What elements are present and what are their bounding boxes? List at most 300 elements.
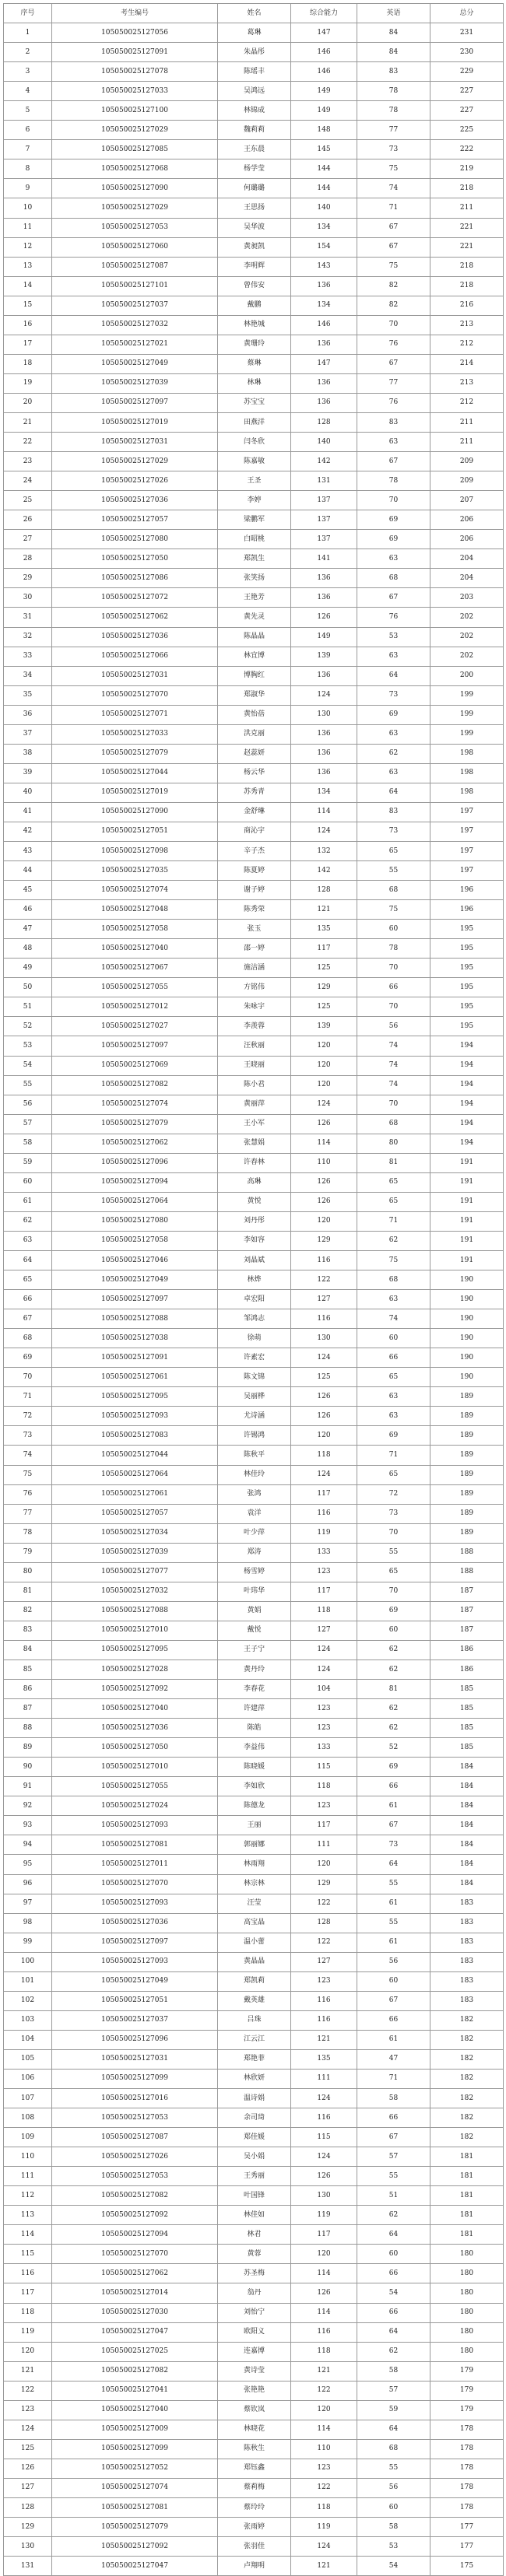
cell-english: 55 xyxy=(357,1543,430,1562)
cell-serial: 50 xyxy=(4,978,52,997)
cell-name: 郑钰鑫 xyxy=(218,2459,291,2478)
cell-comprehensive: 117 xyxy=(291,1484,357,1504)
cell-total: 185 xyxy=(430,1719,504,1738)
cell-name: 陈小君 xyxy=(218,1075,291,1095)
cell-english: 65 xyxy=(357,1192,430,1211)
cell-total: 188 xyxy=(430,1543,504,1562)
cell-serial: 65 xyxy=(4,1270,52,1290)
cell-total: 204 xyxy=(430,569,504,588)
cell-total: 199 xyxy=(430,705,504,724)
cell-serial: 53 xyxy=(4,1036,52,1056)
cell-english: 69 xyxy=(357,530,430,549)
cell-serial: 121 xyxy=(4,2361,52,2381)
cell-english: 56 xyxy=(357,1952,430,1971)
cell-candidate-id: 105050025127087 xyxy=(52,257,218,276)
cell-english: 70 xyxy=(357,1582,430,1601)
cell-english: 62 xyxy=(357,744,430,763)
cell-english: 55 xyxy=(357,1913,430,1933)
cell-serial: 66 xyxy=(4,1290,52,1309)
cell-candidate-id: 105050025127067 xyxy=(52,959,218,978)
cell-serial: 91 xyxy=(4,1777,52,1796)
table-row xyxy=(4,627,504,647)
cell-candidate-id: 105050025127074 xyxy=(52,1095,218,1114)
cell-serial: 87 xyxy=(4,1699,52,1719)
cell-comprehensive: 125 xyxy=(291,1368,357,1387)
cell-candidate-id: 105050025127037 xyxy=(52,296,218,315)
cell-serial: 35 xyxy=(4,685,52,705)
cell-name: 王圣 xyxy=(218,471,291,491)
cell-serial: 25 xyxy=(4,491,52,510)
cell-serial: 47 xyxy=(4,920,52,939)
table-row xyxy=(4,2518,504,2537)
cell-total: 183 xyxy=(430,1913,504,1933)
cell-comprehensive: 133 xyxy=(291,1543,357,1562)
cell-candidate-id: 105050025127071 xyxy=(52,705,218,724)
cell-candidate-id: 105050025127038 xyxy=(52,1329,218,1348)
cell-english: 67 xyxy=(357,2128,430,2147)
table-row xyxy=(4,920,504,939)
cell-candidate-id: 105050025127011 xyxy=(52,1855,218,1874)
cell-candidate-id: 105050025127092 xyxy=(52,2537,218,2557)
cell-english: 63 xyxy=(357,433,430,452)
cell-total: 190 xyxy=(430,1368,504,1387)
cell-name: 林宗林 xyxy=(218,1874,291,1894)
cell-english: 66 xyxy=(357,978,430,997)
cell-candidate-id: 105050025127033 xyxy=(52,82,218,101)
cell-serial: 84 xyxy=(4,1640,52,1660)
cell-serial: 27 xyxy=(4,530,52,549)
cell-total: 209 xyxy=(430,452,504,471)
cell-name: 林艳城 xyxy=(218,315,291,335)
cell-name: 李益伟 xyxy=(218,1738,291,1758)
cell-english: 51 xyxy=(357,2186,430,2206)
cell-comprehensive: 141 xyxy=(291,549,357,569)
cell-candidate-id: 105050025127057 xyxy=(52,510,218,530)
cell-serial: 95 xyxy=(4,1855,52,1874)
table-row xyxy=(4,1933,504,1952)
cell-english: 54 xyxy=(357,2557,430,2576)
cell-comprehensive: 136 xyxy=(291,569,357,588)
table-row xyxy=(4,1971,504,1991)
cell-name: 张慧娟 xyxy=(218,1134,291,1153)
cell-candidate-id: 105050025127080 xyxy=(52,530,218,549)
table-row xyxy=(4,1523,504,1543)
cell-english: 59 xyxy=(357,2400,430,2420)
cell-total: 221 xyxy=(430,218,504,237)
cell-total: 185 xyxy=(430,1680,504,1699)
cell-candidate-id: 105050025127040 xyxy=(52,2400,218,2420)
score-sheet xyxy=(3,3,503,2576)
cell-comprehensive: 139 xyxy=(291,1017,357,1036)
cell-english: 71 xyxy=(357,1211,430,1231)
cell-total: 199 xyxy=(430,685,504,705)
cell-total: 190 xyxy=(430,1329,504,1348)
cell-english: 83 xyxy=(357,802,430,822)
cell-english: 62 xyxy=(357,2206,430,2225)
cell-name: 黄悦 xyxy=(218,1192,291,1211)
cell-serial: 39 xyxy=(4,763,52,783)
cell-serial: 12 xyxy=(4,237,52,257)
cell-name: 戴悦 xyxy=(218,1621,291,1640)
cell-comprehensive: 124 xyxy=(291,1660,357,1679)
table-row xyxy=(4,1309,504,1329)
table-row xyxy=(4,2245,504,2264)
table-row xyxy=(4,881,504,900)
cell-candidate-id: 105050025127099 xyxy=(52,2439,218,2459)
cell-english: 69 xyxy=(357,1758,430,1777)
cell-candidate-id: 105050025127021 xyxy=(52,335,218,354)
cell-candidate-id: 105050025127033 xyxy=(52,724,218,744)
cell-serial: 90 xyxy=(4,1758,52,1777)
cell-name: 余司琦 xyxy=(218,2108,291,2128)
cell-comprehensive: 124 xyxy=(291,2537,357,2557)
cell-english: 78 xyxy=(357,101,430,121)
cell-english: 77 xyxy=(357,373,430,393)
cell-english: 62 xyxy=(357,1640,430,1660)
cell-total: 191 xyxy=(430,1231,504,1250)
cell-comprehensive: 125 xyxy=(291,997,357,1017)
cell-name: 吴小娟 xyxy=(218,2147,291,2167)
cell-comprehensive: 120 xyxy=(291,1855,357,1874)
cell-name: 林锦成 xyxy=(218,101,291,121)
cell-total: 195 xyxy=(430,997,504,1017)
cell-english: 63 xyxy=(357,763,430,783)
cell-english: 62 xyxy=(357,2342,430,2361)
cell-comprehensive: 148 xyxy=(291,121,357,140)
cell-serial: 98 xyxy=(4,1913,52,1933)
cell-name: 汪莹 xyxy=(218,1894,291,1913)
cell-total: 182 xyxy=(430,2030,504,2049)
cell-name: 黄丹玲 xyxy=(218,1660,291,1679)
cell-candidate-id: 105050025127094 xyxy=(52,1172,218,1192)
cell-comprehensive: 122 xyxy=(291,1270,357,1290)
cell-english: 84 xyxy=(357,43,430,62)
cell-total: 195 xyxy=(430,920,504,939)
cell-serial: 72 xyxy=(4,1407,52,1426)
cell-english: 53 xyxy=(357,627,430,647)
cell-comprehensive: 120 xyxy=(291,2400,357,2420)
cell-total: 212 xyxy=(430,393,504,412)
cell-serial: 6 xyxy=(4,121,52,140)
cell-comprehensive: 126 xyxy=(291,2283,357,2303)
cell-serial: 20 xyxy=(4,393,52,412)
cell-comprehensive: 145 xyxy=(291,140,357,159)
cell-english: 75 xyxy=(357,900,430,920)
cell-serial: 94 xyxy=(4,1835,52,1855)
cell-english: 81 xyxy=(357,1680,430,1699)
cell-comprehensive: 110 xyxy=(291,1153,357,1172)
cell-total: 200 xyxy=(430,666,504,685)
table-row xyxy=(4,1426,504,1446)
cell-comprehensive: 142 xyxy=(291,452,357,471)
cell-candidate-id: 105050025127070 xyxy=(52,1874,218,1894)
cell-english: 63 xyxy=(357,647,430,666)
cell-english: 68 xyxy=(357,1114,430,1134)
cell-serial: 33 xyxy=(4,647,52,666)
table-row xyxy=(4,1251,504,1270)
cell-candidate-id: 105050025127094 xyxy=(52,2225,218,2245)
cell-name: 黄先灵 xyxy=(218,608,291,627)
cell-english: 74 xyxy=(357,1056,430,1075)
cell-comprehensive: 119 xyxy=(291,1523,357,1543)
cell-total: 219 xyxy=(430,159,504,179)
table-row xyxy=(4,2108,504,2128)
cell-total: 187 xyxy=(430,1621,504,1640)
cell-candidate-id: 105050025127024 xyxy=(52,1796,218,1816)
cell-english: 66 xyxy=(357,2108,430,2128)
cell-name: 陈晶晶 xyxy=(218,627,291,647)
cell-serial: 122 xyxy=(4,2381,52,2400)
cell-serial: 107 xyxy=(4,2089,52,2108)
table-row xyxy=(4,783,504,802)
cell-comprehensive: 111 xyxy=(291,2069,357,2088)
cell-comprehensive: 135 xyxy=(291,2049,357,2069)
table-row xyxy=(4,978,504,997)
cell-english: 56 xyxy=(357,2478,430,2497)
cell-candidate-id: 105050025127049 xyxy=(52,354,218,373)
cell-english: 83 xyxy=(357,412,430,432)
cell-serial: 56 xyxy=(4,1095,52,1114)
table-row xyxy=(4,373,504,393)
cell-total: 230 xyxy=(430,43,504,62)
cell-name: 黄诗莹 xyxy=(218,2361,291,2381)
cell-total: 206 xyxy=(430,530,504,549)
cell-name: 刘怡宁 xyxy=(218,2303,291,2322)
cell-serial: 126 xyxy=(4,2459,52,2478)
table-row xyxy=(4,121,504,140)
cell-comprehensive: 130 xyxy=(291,705,357,724)
cell-comprehensive: 130 xyxy=(291,2186,357,2206)
cell-comprehensive: 144 xyxy=(291,179,357,198)
cell-english: 63 xyxy=(357,1387,430,1407)
cell-candidate-id: 105050025127058 xyxy=(52,1231,218,1250)
cell-english: 62 xyxy=(357,1231,430,1250)
cell-candidate-id: 105050025127090 xyxy=(52,802,218,822)
cell-total: 189 xyxy=(430,1523,504,1543)
table-row xyxy=(4,666,504,685)
cell-candidate-id: 105050025127050 xyxy=(52,1738,218,1758)
cell-comprehensive: 129 xyxy=(291,1231,357,1250)
cell-comprehensive: 120 xyxy=(291,1426,357,1446)
cell-serial: 79 xyxy=(4,1543,52,1562)
cell-candidate-id: 105050025127077 xyxy=(52,1562,218,1582)
cell-total: 191 xyxy=(430,1172,504,1192)
cell-english: 76 xyxy=(357,393,430,412)
cell-name: 黄珊玲 xyxy=(218,335,291,354)
cell-english: 70 xyxy=(357,997,430,1017)
table-row xyxy=(4,1758,504,1777)
cell-serial: 17 xyxy=(4,335,52,354)
cell-english: 61 xyxy=(357,1894,430,1913)
cell-serial: 106 xyxy=(4,2069,52,2088)
cell-candidate-id: 105050025127095 xyxy=(52,1640,218,1660)
cell-english: 73 xyxy=(357,822,430,841)
table-row xyxy=(4,433,504,452)
cell-english: 68 xyxy=(357,2439,430,2459)
table-row xyxy=(4,1172,504,1192)
cell-serial: 74 xyxy=(4,1446,52,1465)
cell-comprehensive: 127 xyxy=(291,1952,357,1971)
cell-name: 黄娟 xyxy=(218,1601,291,1621)
cell-candidate-id: 105050025127036 xyxy=(52,491,218,510)
cell-serial: 82 xyxy=(4,1601,52,1621)
cell-candidate-id: 105050025127048 xyxy=(52,900,218,920)
cell-total: 218 xyxy=(430,179,504,198)
cell-name: 王东晨 xyxy=(218,140,291,159)
cell-comprehensive: 117 xyxy=(291,1816,357,1835)
cell-english: 67 xyxy=(357,237,430,257)
cell-total: 181 xyxy=(430,2147,504,2167)
cell-total: 195 xyxy=(430,939,504,959)
cell-english: 53 xyxy=(357,2537,430,2557)
cell-english: 56 xyxy=(357,1017,430,1036)
cell-total: 197 xyxy=(430,802,504,822)
table-row xyxy=(4,1504,504,1523)
cell-total: 178 xyxy=(430,2478,504,2497)
cell-name: 陈秋平 xyxy=(218,1446,291,1465)
cell-name: 博胸红 xyxy=(218,666,291,685)
cell-total: 197 xyxy=(430,842,504,861)
table-row xyxy=(4,2167,504,2186)
table-row xyxy=(4,23,504,43)
cell-name: 林佳如 xyxy=(218,2206,291,2225)
cell-total: 185 xyxy=(430,1738,504,1758)
cell-name: 蔡玲玲 xyxy=(218,2498,291,2518)
cell-total: 196 xyxy=(430,881,504,900)
cell-total: 227 xyxy=(430,82,504,101)
cell-english: 68 xyxy=(357,1270,430,1290)
cell-serial: 130 xyxy=(4,2537,52,2557)
cell-comprehensive: 123 xyxy=(291,1562,357,1582)
cell-candidate-id: 105050025127031 xyxy=(52,433,218,452)
cell-total: 184 xyxy=(430,1835,504,1855)
cell-english: 65 xyxy=(357,1562,430,1582)
cell-total: 175 xyxy=(430,2557,504,2576)
table-row xyxy=(4,861,504,881)
cell-candidate-id: 105050025127079 xyxy=(52,1114,218,1134)
cell-candidate-id: 105050025127064 xyxy=(52,1192,218,1211)
cell-total: 180 xyxy=(430,2342,504,2361)
cell-serial: 11 xyxy=(4,218,52,237)
cell-english: 54 xyxy=(357,2283,430,2303)
cell-name: 李如容 xyxy=(218,1231,291,1250)
table-row xyxy=(4,744,504,763)
cell-name: 张艳艳 xyxy=(218,2381,291,2400)
cell-candidate-id: 105050025127093 xyxy=(52,1894,218,1913)
cell-serial: 45 xyxy=(4,881,52,900)
table-row xyxy=(4,1835,504,1855)
cell-candidate-id: 105050025127093 xyxy=(52,1952,218,1971)
table-row xyxy=(4,1134,504,1153)
cell-comprehensive: 120 xyxy=(291,1056,357,1075)
table-row xyxy=(4,1465,504,1484)
cell-total: 216 xyxy=(430,296,504,315)
cell-name: 陈德龙 xyxy=(218,1796,291,1816)
cell-serial: 118 xyxy=(4,2303,52,2322)
cell-name: 邹鸿志 xyxy=(218,1309,291,1329)
cell-english: 60 xyxy=(357,2245,430,2264)
cell-candidate-id: 105050025127070 xyxy=(52,2245,218,2264)
table-row xyxy=(4,140,504,159)
cell-candidate-id: 105050025127096 xyxy=(52,1153,218,1172)
cell-total: 179 xyxy=(430,2400,504,2420)
cell-total: 183 xyxy=(430,1991,504,2010)
cell-serial: 70 xyxy=(4,1368,52,1387)
cell-total: 178 xyxy=(430,2459,504,2478)
cell-total: 183 xyxy=(430,1933,504,1952)
cell-candidate-id: 105050025127032 xyxy=(52,315,218,335)
cell-comprehensive: 129 xyxy=(291,1874,357,1894)
cell-candidate-id: 105050025127047 xyxy=(52,2557,218,2576)
cell-english: 67 xyxy=(357,1991,430,2010)
cell-name: 黄丽萍 xyxy=(218,1095,291,1114)
cell-comprehensive: 116 xyxy=(291,1991,357,2010)
table-row xyxy=(4,2264,504,2283)
cell-comprehensive: 116 xyxy=(291,2010,357,2030)
table-row xyxy=(4,2186,504,2206)
cell-total: 184 xyxy=(430,1816,504,1835)
table-row xyxy=(4,997,504,1017)
cell-comprehensive: 140 xyxy=(291,433,357,452)
table-row xyxy=(4,1036,504,1056)
cell-english: 66 xyxy=(357,2264,430,2283)
cell-total: 213 xyxy=(430,373,504,393)
cell-serial: 26 xyxy=(4,510,52,530)
table-row xyxy=(4,588,504,608)
cell-english: 66 xyxy=(357,2303,430,2322)
cell-total: 184 xyxy=(430,1758,504,1777)
cell-english: 66 xyxy=(357,1777,430,1796)
cell-english: 62 xyxy=(357,1699,430,1719)
cell-name: 邵一婷 xyxy=(218,939,291,959)
cell-serial: 23 xyxy=(4,452,52,471)
cell-serial: 131 xyxy=(4,2557,52,2576)
cell-comprehensive: 134 xyxy=(291,296,357,315)
cell-candidate-id: 105050025127056 xyxy=(52,23,218,43)
cell-candidate-id: 105050025127060 xyxy=(52,237,218,257)
cell-comprehensive: 124 xyxy=(291,1095,357,1114)
table-row xyxy=(4,2030,504,2049)
cell-candidate-id: 105050025127057 xyxy=(52,1504,218,1523)
cell-candidate-id: 105050025127061 xyxy=(52,1484,218,1504)
cell-serial: 86 xyxy=(4,1680,52,1699)
cell-comprehensive: 122 xyxy=(291,2381,357,2400)
cell-comprehensive: 118 xyxy=(291,2498,357,2518)
cell-candidate-id: 105050025127074 xyxy=(52,881,218,900)
table-row xyxy=(4,2381,504,2400)
cell-name: 魏莉莉 xyxy=(218,121,291,140)
cell-candidate-id: 105050025127093 xyxy=(52,1816,218,1835)
cell-candidate-id: 105050025127012 xyxy=(52,997,218,1017)
cell-total: 199 xyxy=(430,724,504,744)
cell-serial: 101 xyxy=(4,1971,52,1991)
cell-comprehensive: 114 xyxy=(291,2420,357,2439)
cell-serial: 103 xyxy=(4,2010,52,2030)
cell-comprehensive: 137 xyxy=(291,491,357,510)
cell-english: 66 xyxy=(357,2010,430,2030)
cell-comprehensive: 104 xyxy=(291,1680,357,1699)
cell-candidate-id: 105050025127032 xyxy=(52,1582,218,1601)
cell-comprehensive: 128 xyxy=(291,881,357,900)
cell-comprehensive: 154 xyxy=(291,237,357,257)
table-row xyxy=(4,101,504,121)
cell-name: 叶国锋 xyxy=(218,2186,291,2206)
cell-serial: 28 xyxy=(4,549,52,569)
cell-candidate-id: 105050025127040 xyxy=(52,939,218,959)
cell-candidate-id: 105050025127078 xyxy=(52,62,218,82)
cell-name: 吴华波 xyxy=(218,218,291,237)
cell-serial: 51 xyxy=(4,997,52,1017)
